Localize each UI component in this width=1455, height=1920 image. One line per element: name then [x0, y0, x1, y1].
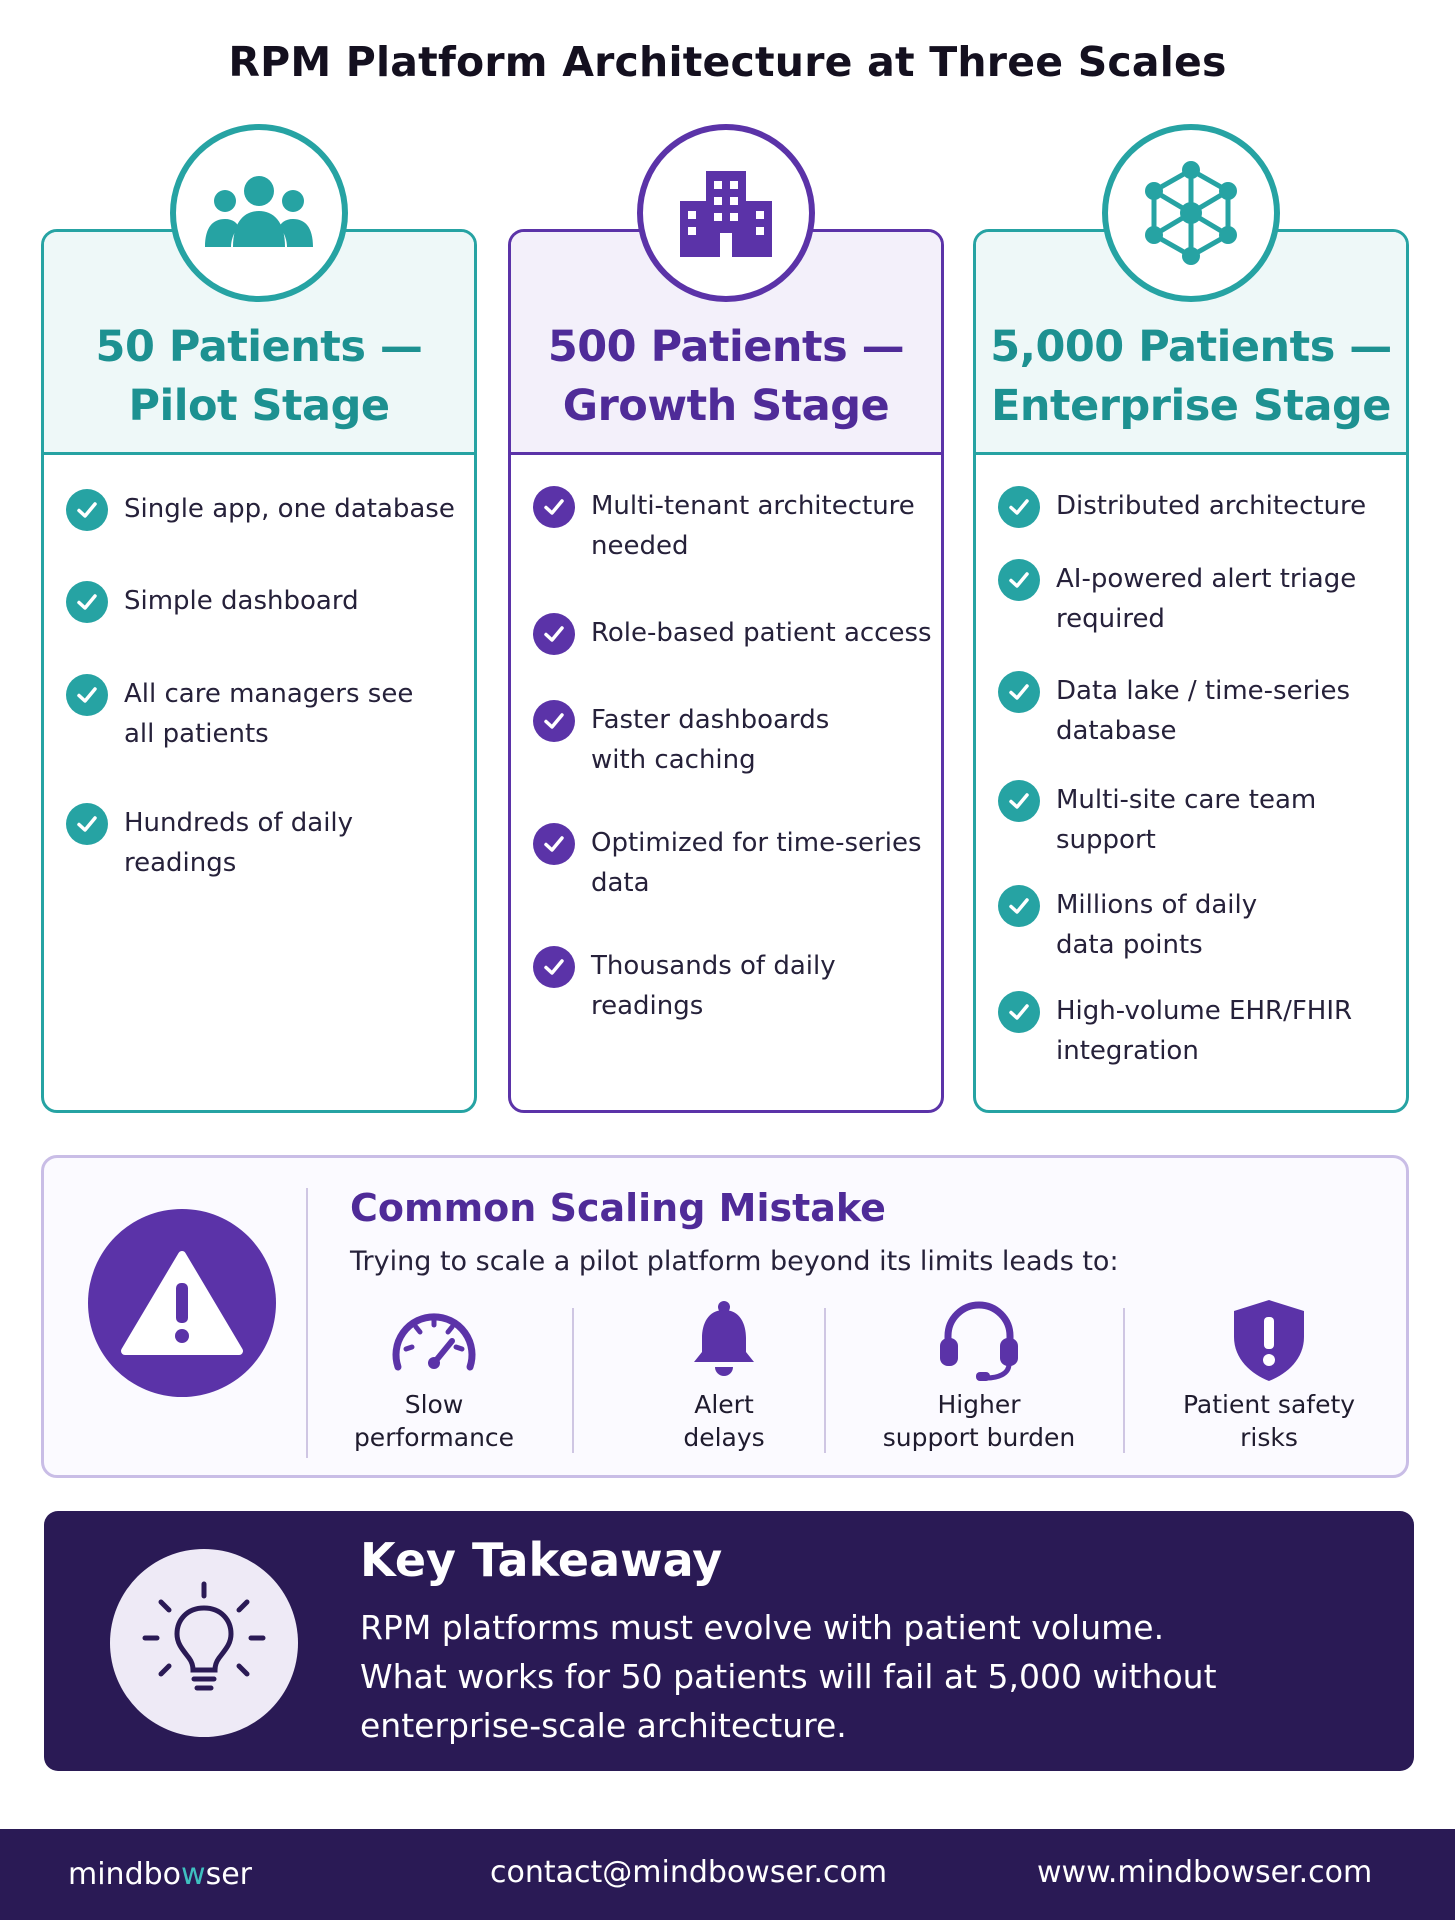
stage-title: 50 Patients — Pilot Stage — [95, 322, 423, 431]
warning-badge — [88, 1209, 276, 1397]
stage-card-header — [511, 232, 941, 455]
page-title: RPM Platform Architecture at Three Scales — [228, 38, 1227, 86]
effect-slow-performance: Slow performance — [334, 1298, 534, 1454]
building-icon — [676, 167, 776, 259]
check-icon — [533, 700, 575, 742]
mistake-title: Common Scaling Mistake — [350, 1186, 886, 1230]
divider — [306, 1188, 308, 1458]
divider — [824, 1308, 826, 1453]
effect-patient-safety: Patient safety risks — [1149, 1298, 1389, 1454]
footer — [0, 1829, 1455, 1920]
brand-logo[interactable]: mindbowser — [68, 1857, 252, 1892]
shield-alert-icon — [1229, 1297, 1309, 1383]
network-icon — [1136, 158, 1246, 268]
stage-badge — [637, 124, 815, 302]
users-group-icon — [203, 171, 315, 255]
effect-alert-delays: Alert delays — [634, 1298, 814, 1454]
scaling-mistake-panel — [41, 1155, 1409, 1478]
takeaway-title: Key Takeaway — [360, 1533, 723, 1587]
check-icon — [998, 486, 1040, 528]
check-icon — [998, 991, 1040, 1033]
stage-badge — [170, 124, 348, 302]
check-icon — [533, 946, 575, 988]
check-icon — [66, 674, 108, 716]
check-icon — [998, 559, 1040, 601]
check-icon — [66, 581, 108, 623]
stage-card-pilot: 50 Patients — Pilot Stage Single app, one database Simple dashboard All care managers see all patients Hundreds of daily readings — [41, 229, 477, 1113]
speedometer-icon — [388, 1305, 480, 1375]
check-icon — [66, 489, 108, 531]
check-icon — [998, 780, 1040, 822]
bell-icon — [689, 1300, 759, 1380]
check-icon — [66, 803, 108, 845]
mistake-subtitle: Trying to scale a pilot platform beyond its limits leads to: — [350, 1246, 1119, 1277]
headset-icon — [936, 1298, 1022, 1382]
effect-support-burden: Higher support burden — [859, 1298, 1099, 1454]
takeaway-badge — [110, 1549, 298, 1737]
divider — [1123, 1308, 1125, 1453]
stage-card-header — [44, 232, 474, 455]
stage-badge — [1102, 124, 1280, 302]
check-icon — [533, 613, 575, 655]
check-icon — [533, 486, 575, 528]
stage-card-enterprise: 5,000 Patients — Enterprise Stage Distributed architecture AI-powered alert triage required Data lake / time-series database Multi-site care team support Millions of daily data points High-volume EHR/FHIR integration — [973, 229, 1409, 1113]
warning-triangle-icon — [119, 1247, 245, 1359]
check-icon — [998, 671, 1040, 713]
takeaway-body: RPM platforms must evolve with patient volume. What works for 50 patients will fail at 5,000 without enterprise-scale architecture. — [360, 1608, 1217, 1745]
stage-card-growth: 500 Patients — Growth Stage Multi-tenant architecture needed Role-based patient access Faster dashboards with caching Optimized for time-series data Thousands of daily readings — [508, 229, 944, 1113]
check-icon — [998, 885, 1040, 927]
stage-title: 500 Patients — Growth Stage — [547, 322, 905, 431]
stage-title: 5,000 Patients — Enterprise Stage — [990, 322, 1392, 431]
stage-card-header — [976, 232, 1406, 455]
key-takeaway-panel — [44, 1511, 1414, 1771]
footer-website-link[interactable]: www.mindbowser.com — [1037, 1855, 1373, 1890]
check-icon — [533, 823, 575, 865]
lightbulb-icon — [139, 1578, 269, 1708]
footer-email-link[interactable]: contact@mindbowser.com — [490, 1855, 888, 1890]
divider — [572, 1308, 574, 1453]
